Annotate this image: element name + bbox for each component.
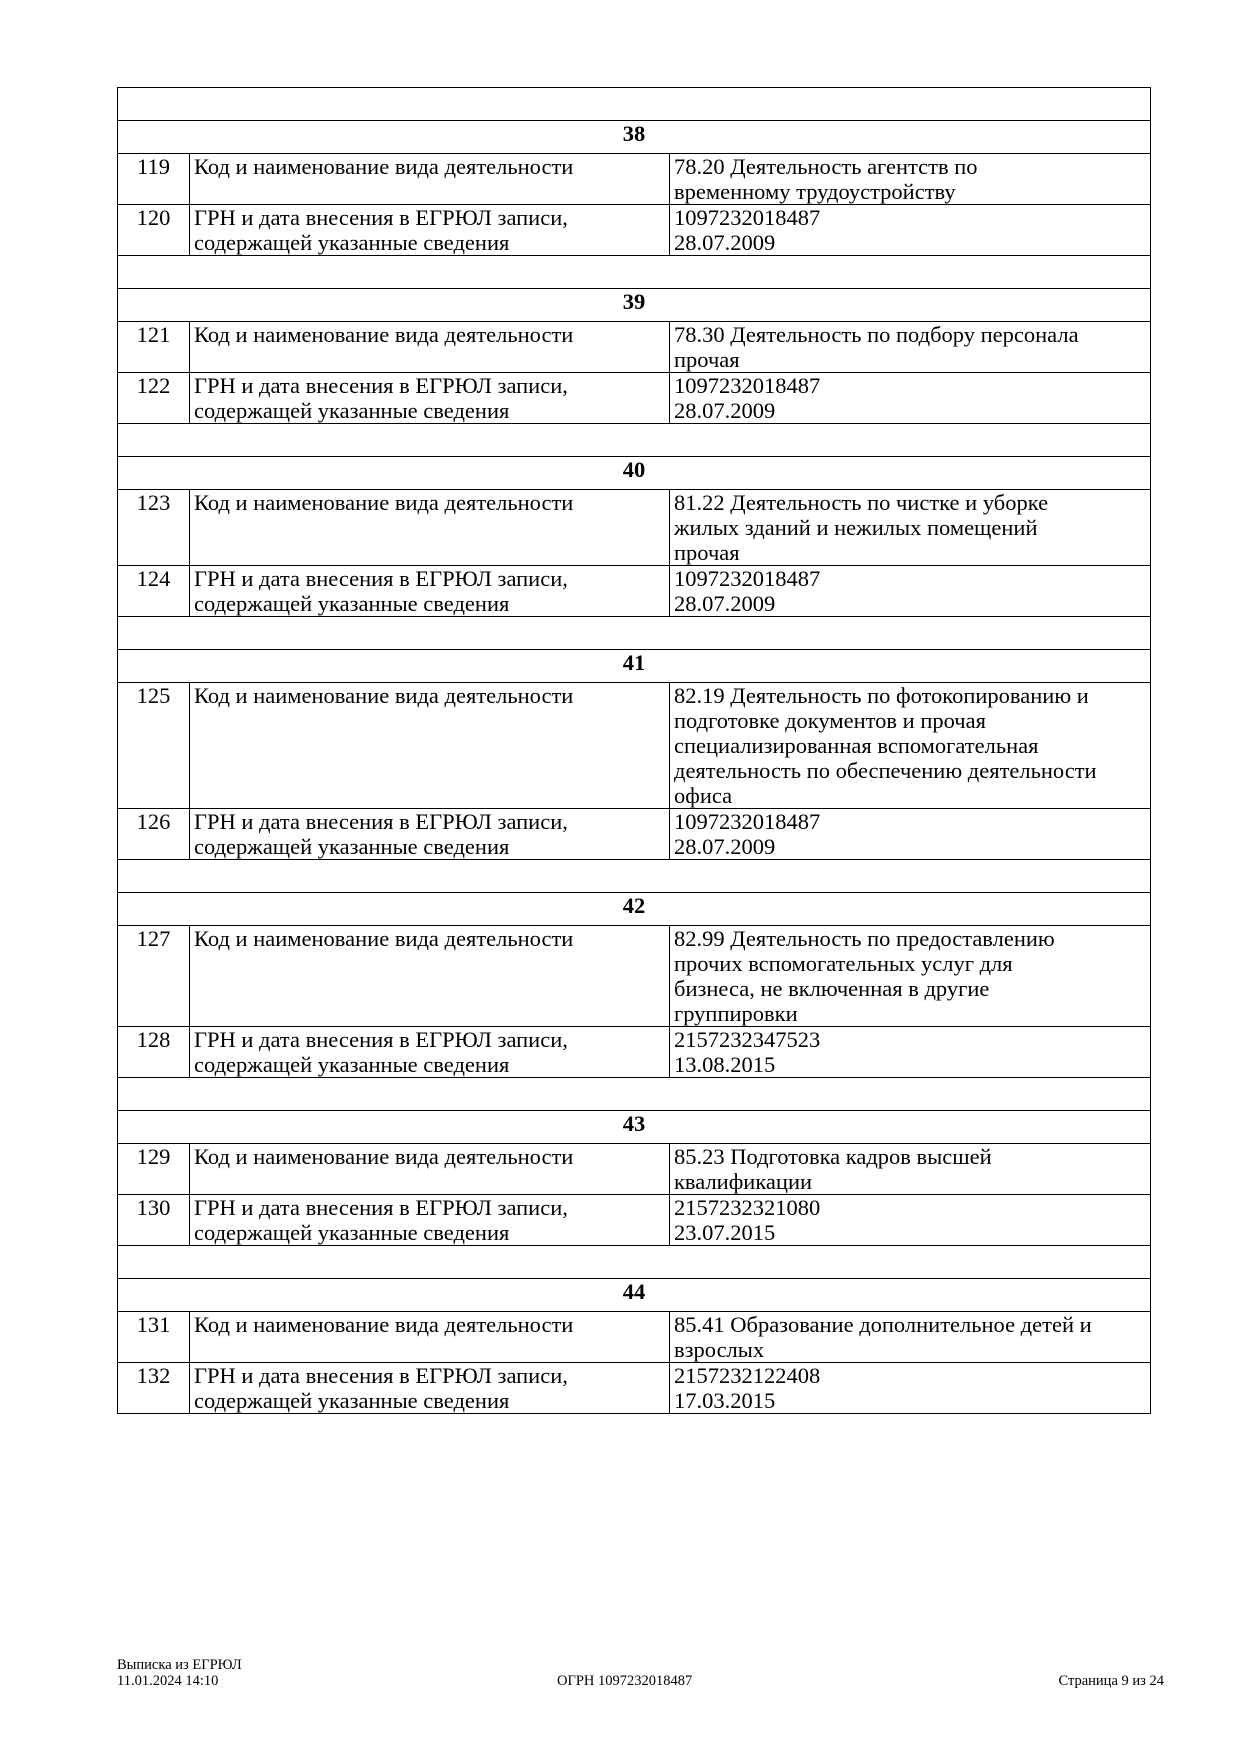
text-line: Код и наименование вида деятельности xyxy=(194,683,574,708)
field-value xyxy=(670,373,1151,424)
field-value xyxy=(670,1363,1151,1414)
spacer-cell xyxy=(118,256,1151,289)
text-line: 82.99 Деятельность по предоставлению xyxy=(674,926,1055,951)
field-label xyxy=(190,1144,670,1195)
field-label xyxy=(190,566,670,617)
section-header-row xyxy=(118,457,1151,490)
text-line: ГРН и дата внесения в ЕГРЮЛ записи, xyxy=(194,1027,568,1052)
table-row xyxy=(118,683,1151,809)
section-header-row xyxy=(118,121,1151,154)
text-line: 81.22 Деятельность по чистке и уборке xyxy=(674,490,1049,515)
row-number: 130 xyxy=(118,1195,190,1246)
text-line: ГРН и дата внесения в ЕГРЮЛ записи, xyxy=(194,373,568,398)
field-value xyxy=(670,205,1151,256)
row-number: 124 xyxy=(118,566,190,617)
text-line: 28.07.2009 xyxy=(674,834,776,859)
text-line: 85.23 Подготовка кадров высшей xyxy=(674,1144,992,1169)
text-line: прочая xyxy=(674,540,740,565)
field-value xyxy=(670,1312,1151,1363)
text-line: подготовке документов и прочая xyxy=(674,708,986,733)
activities-table xyxy=(117,87,1151,1414)
text-line: ГРН и дата внесения в ЕГРЮЛ записи, xyxy=(194,205,568,230)
row-number: 122 xyxy=(118,373,190,424)
footer-page-number: Страница 9 из 24 xyxy=(1058,1673,1164,1689)
row-number: 123 xyxy=(118,490,190,566)
section-header-row xyxy=(118,893,1151,926)
section-number: 44 xyxy=(118,1279,1151,1312)
field-value xyxy=(670,490,1151,566)
field-label xyxy=(190,1363,670,1414)
text-line: 1097232018487 xyxy=(674,566,821,591)
table-row xyxy=(118,1027,1151,1078)
section-number: 39 xyxy=(118,289,1151,322)
spacer-cell xyxy=(118,88,1151,121)
row-number: 127 xyxy=(118,926,190,1027)
text-line: 78.20 Деятельность агентств по xyxy=(674,154,978,179)
text-line: содержащей указанные сведения xyxy=(194,398,510,423)
row-number: 121 xyxy=(118,322,190,373)
text-line: деятельность по обеспечению деятельности xyxy=(674,758,1097,783)
table-row xyxy=(118,566,1151,617)
field-value xyxy=(670,1027,1151,1078)
text-line: Код и наименование вида деятельности xyxy=(194,1144,574,1169)
table-row xyxy=(118,1312,1151,1363)
text-line: 78.30 Деятельность по подбору персонала xyxy=(674,322,1079,347)
field-value xyxy=(670,322,1151,373)
text-line: временному трудоустройству xyxy=(674,179,956,204)
text-line: 1097232018487 xyxy=(674,809,821,834)
table-row xyxy=(118,809,1151,860)
spacer-cell xyxy=(118,1246,1151,1279)
table-row xyxy=(118,1144,1151,1195)
field-value xyxy=(670,566,1151,617)
spacer-row xyxy=(118,256,1151,289)
spacer-row xyxy=(118,424,1151,457)
spacer-row xyxy=(118,88,1151,121)
section-number: 38 xyxy=(118,121,1151,154)
text-line: ГРН и дата внесения в ЕГРЮЛ записи, xyxy=(194,566,568,591)
table-row xyxy=(118,373,1151,424)
text-line: 85.41 Образование дополнительное детей и xyxy=(674,1312,1092,1337)
text-line: 28.07.2009 xyxy=(674,591,776,616)
field-label xyxy=(190,926,670,1027)
text-line: группировки xyxy=(674,1001,798,1026)
section-number: 42 xyxy=(118,893,1151,926)
section-header-row xyxy=(118,650,1151,683)
field-label xyxy=(190,683,670,809)
spacer-row xyxy=(118,1078,1151,1111)
field-label xyxy=(190,809,670,860)
row-number: 132 xyxy=(118,1363,190,1414)
section-header-row xyxy=(118,1279,1151,1312)
text-line: 13.08.2015 xyxy=(674,1052,776,1077)
table-row xyxy=(118,322,1151,373)
spacer-row xyxy=(118,617,1151,650)
field-label xyxy=(190,1312,670,1363)
spacer-row xyxy=(118,860,1151,893)
text-line: ГРН и дата внесения в ЕГРЮЛ записи, xyxy=(194,1195,568,1220)
text-line: 28.07.2009 xyxy=(674,230,776,255)
text-line: жилых зданий и нежилых помещений xyxy=(674,515,1038,540)
footer-doc-title: Выписка из ЕГРЮЛ xyxy=(117,1657,242,1673)
text-line: 28.07.2009 xyxy=(674,398,776,423)
row-number: 128 xyxy=(118,1027,190,1078)
text-line: 2157232122408 xyxy=(674,1363,821,1388)
text-line: Код и наименование вида деятельности xyxy=(194,322,574,347)
text-line: содержащей указанные сведения xyxy=(194,1220,510,1245)
field-label xyxy=(190,1027,670,1078)
text-line: Код и наименование вида деятельности xyxy=(194,154,574,179)
text-line: содержащей указанные сведения xyxy=(194,1388,510,1413)
spacer-row xyxy=(118,1246,1151,1279)
spacer-cell xyxy=(118,424,1151,457)
field-label xyxy=(190,154,670,205)
row-number: 129 xyxy=(118,1144,190,1195)
text-line: Код и наименование вида деятельности xyxy=(194,926,574,951)
text-line: содержащей указанные сведения xyxy=(194,230,510,255)
text-line: 2157232321080 xyxy=(674,1195,821,1220)
row-number: 126 xyxy=(118,809,190,860)
field-value xyxy=(670,1144,1151,1195)
text-line: прочая xyxy=(674,347,740,372)
table-row xyxy=(118,154,1151,205)
field-value xyxy=(670,683,1151,809)
table-row xyxy=(118,1363,1151,1414)
table-row xyxy=(118,1195,1151,1246)
text-line: содержащей указанные сведения xyxy=(194,1052,510,1077)
spacer-cell xyxy=(118,860,1151,893)
text-line: содержащей указанные сведения xyxy=(194,834,510,859)
text-line: специализированная вспомогательная xyxy=(674,733,1039,758)
field-label xyxy=(190,1195,670,1246)
text-line: 1097232018487 xyxy=(674,205,821,230)
field-value xyxy=(670,154,1151,205)
section-number: 43 xyxy=(118,1111,1151,1144)
spacer-cell xyxy=(118,617,1151,650)
section-header-row xyxy=(118,1111,1151,1144)
footer-datetime: 11.01.2024 14:10 xyxy=(117,1673,219,1689)
field-value xyxy=(670,926,1151,1027)
text-line: взрослых xyxy=(674,1337,765,1362)
field-value xyxy=(670,809,1151,860)
section-number: 40 xyxy=(118,457,1151,490)
field-label xyxy=(190,205,670,256)
row-number: 125 xyxy=(118,683,190,809)
text-line: квалификации xyxy=(674,1169,813,1194)
table-row xyxy=(118,926,1151,1027)
text-line: ГРН и дата внесения в ЕГРЮЛ записи, xyxy=(194,809,568,834)
text-line: 2157232347523 xyxy=(674,1027,821,1052)
section-number: 41 xyxy=(118,650,1151,683)
text-line: 1097232018487 xyxy=(674,373,821,398)
footer-left xyxy=(117,1657,242,1689)
text-line: Код и наименование вида деятельности xyxy=(194,490,574,515)
text-line: офиса xyxy=(674,783,733,808)
text-line: содержащей указанные сведения xyxy=(194,591,510,616)
field-label xyxy=(190,373,670,424)
field-label xyxy=(190,490,670,566)
field-value xyxy=(670,1195,1151,1246)
text-line: Код и наименование вида деятельности xyxy=(194,1312,574,1337)
text-line: 82.19 Деятельность по фотокопированию и xyxy=(674,683,1089,708)
table-row xyxy=(118,490,1151,566)
spacer-cell xyxy=(118,1078,1151,1111)
row-number: 131 xyxy=(118,1312,190,1363)
row-number: 119 xyxy=(118,154,190,205)
footer-ogrn: ОГРН 1097232018487 xyxy=(557,1673,693,1689)
section-header-row xyxy=(118,289,1151,322)
text-line: 17.03.2015 xyxy=(674,1388,776,1413)
text-line: ГРН и дата внесения в ЕГРЮЛ записи, xyxy=(194,1363,568,1388)
field-label xyxy=(190,322,670,373)
text-line: 23.07.2015 xyxy=(674,1220,776,1245)
text-line: прочих вспомогательных услуг для xyxy=(674,951,1013,976)
table-row xyxy=(118,205,1151,256)
text-line: бизнеса, не включенная в другие xyxy=(674,976,990,1001)
row-number: 120 xyxy=(118,205,190,256)
